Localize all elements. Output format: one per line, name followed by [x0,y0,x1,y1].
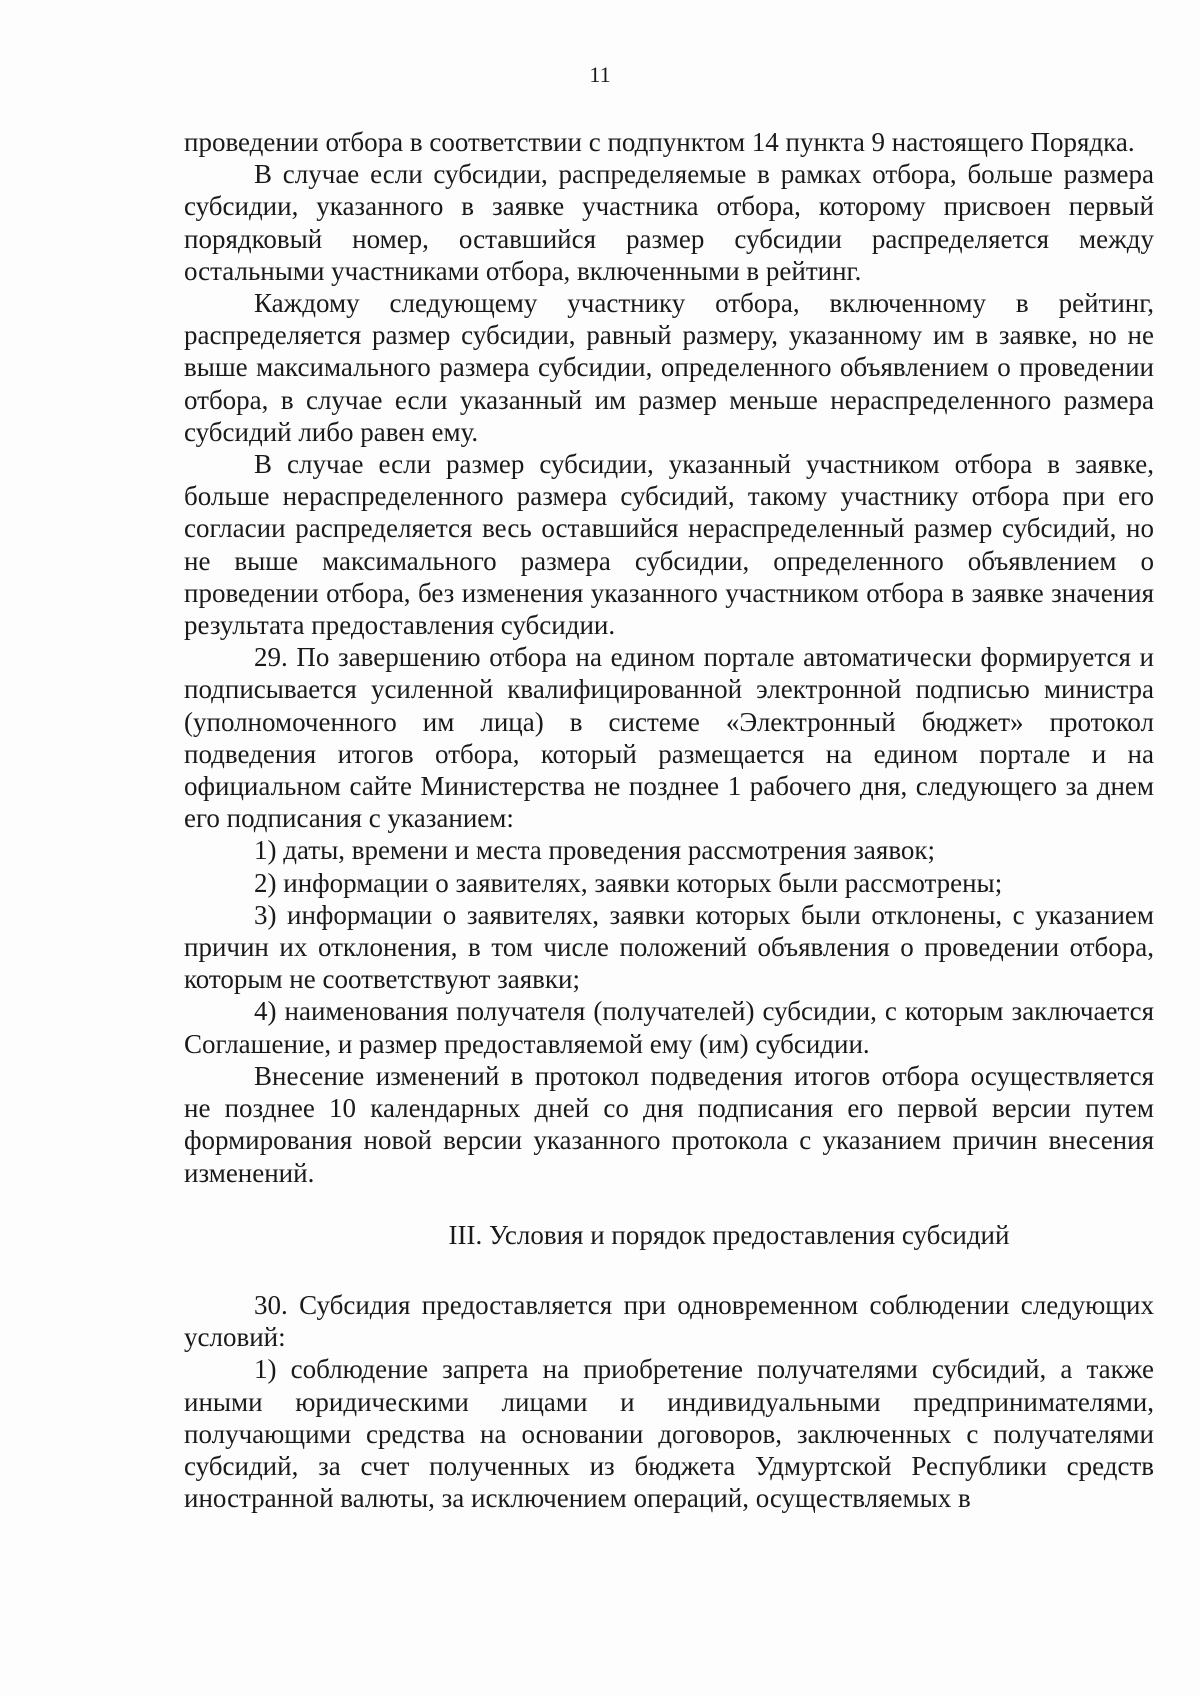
section-heading: III. Условия и порядок предоставления субсидий [448,1219,1010,1250]
clause-29: 29. По завершению отбора на едином портале автоматически формируется и подписывается усиленной квалифицированной электронной подписью министра (уполномоченного им лица) в системе «Электронный бюджет» протокол подведения итогов отбора, который размещается на едином портале и на официальном сайте Министерства не позднее 1 рабочего дня, следующего за днем его подписания с указанием: [184,642,1154,834]
page-number: 11 [589,62,611,87]
clause-30: 30. Субсидия предоставляется при одновременном соблюдении следующих условий: [184,1289,1154,1353]
list-item: 1) даты, времени и места проведения рассмотрения заявок; [254,835,936,866]
paragraph-continuation: проведении отбора в соответствии с подпунктом 14 пункта 9 настоящего Порядка. [184,127,1135,157]
paragraph: Каждому следующему участнику отбора, включенному в рейтинг, распределяется размер субсидии, равный размеру, указанному им в заявке, но не выше максимального размера субсидии, определенного объявлением о проведении отбора, в случае если указанный им размер меньше нераспределенного размера субсидий либо равен ему. [184,288,1154,447]
list-item: 2) информации о заявителях, заявки которых были рассмотрены; [254,867,1003,898]
list-item: 3) информации о заявителях, заявки которых были отклонены, с указанием причин их отклонения, в том числе положений объявления о проведении отбора, которым не соответствуют заявки; [184,899,1154,995]
paragraph: В случае если субсидии, распределяемые в рамках отбора, больше размера субсидии, указанного в заявке участника отбора, которому присвоен первый порядковый номер, оставшийся размер субсидии распределяется между остальными участниками отбора, включенными в рейтинг. [184,159,1154,286]
list-item: 4) наименования получателя (получателей) субсидии, с которым заключается Соглашение, и размер предоставляемой ему (им) субсидии. [184,996,1154,1059]
document-body [184,126,1154,1514]
list-item: 1) соблюдение запрета на приобретение получателями субсидий, а также иными юридическими лицами и индивидуальными предпринимателями, получающими средства на основании договоров, заключенных с получателями субсидий, за счет полученных из бюджета Удмуртской Республики средств иностранной валюты, за исключением операций, осуществляемых в [184,1354,1154,1514]
paragraph: Внесение изменений в протокол подведения итогов отбора осуществляется не позднее 10 календарных дней со дня подписания его первой версии путем формирования новой версии указанного протокола с указанием причин внесения изменений. [184,1060,1154,1188]
paragraph: В случае если размер субсидии, указанный участником отбора в заявке, больше нераспределенного размера субсидий, такому участнику отбора при его согласии распределяется весь оставшийся нераспределенный размер субсидий, но не выше максимального размера субсидии, определенного объявлением о проведении отбора, без изменения указанного участником отбора в заявке значения результата предоставления субсидии. [184,449,1154,641]
